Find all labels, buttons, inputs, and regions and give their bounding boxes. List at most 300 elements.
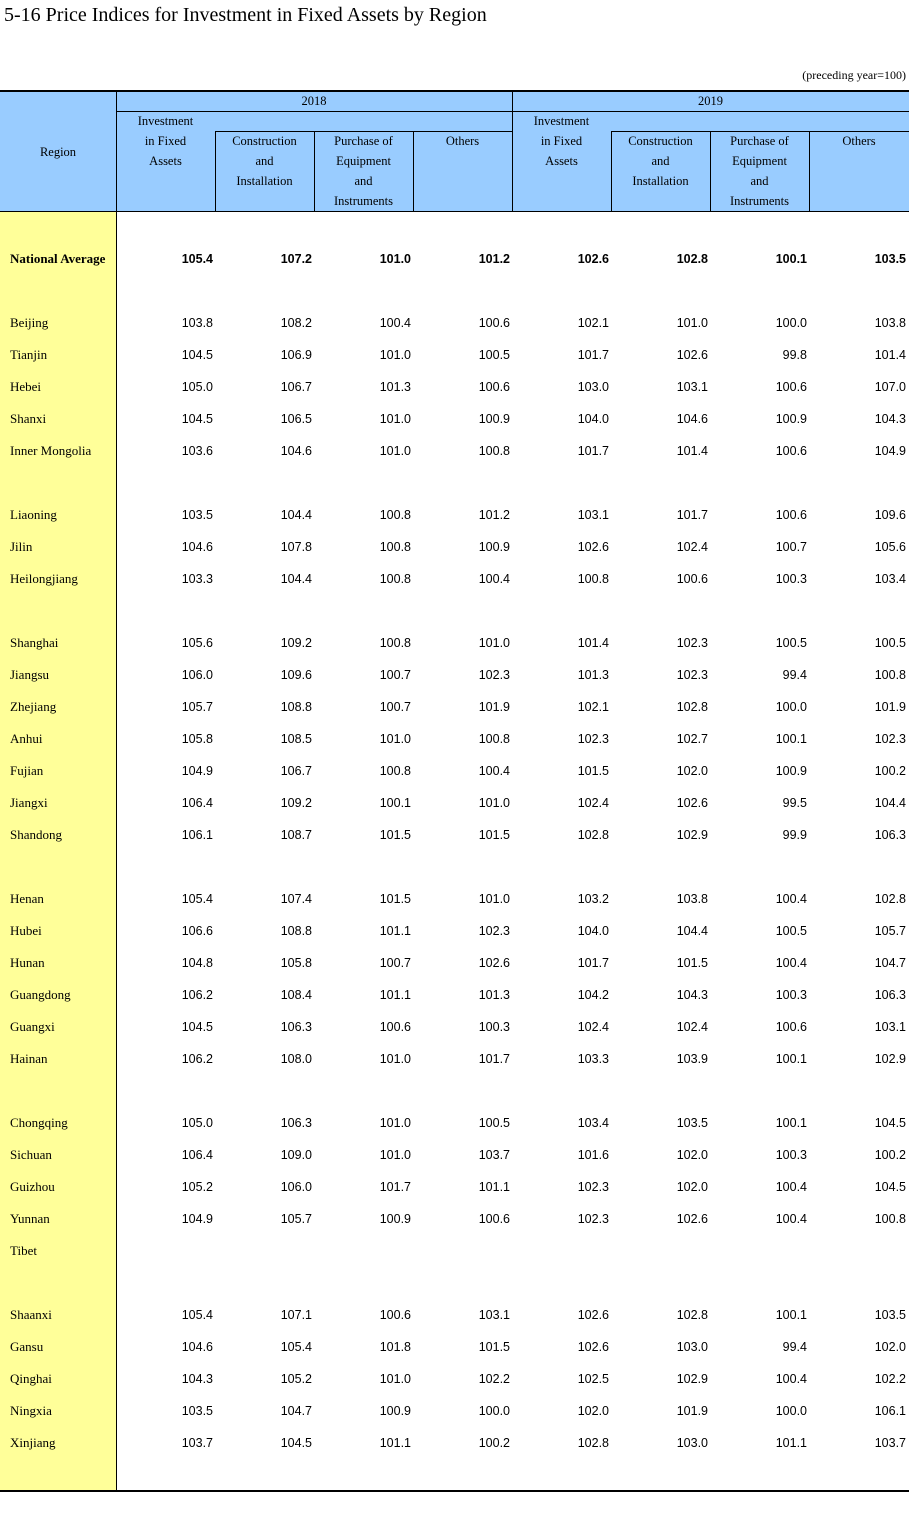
region-name: Zhejiang [10,699,57,714]
value-cell: 100.9 [379,1404,411,1418]
value-cell: 101.9 [478,700,510,714]
value-cell: 101.7 [577,348,609,362]
value-cell: 102.8 [577,1436,609,1450]
value-cell: 100.9 [478,412,510,426]
value-cell: 104.6 [280,444,312,458]
value-cell: 103.4 [577,1116,609,1130]
value-cell: 101.1 [379,924,411,938]
column-header-line: Assets [545,154,578,168]
value-cell: 101.0 [478,892,510,906]
value-cell: 102.6 [676,796,708,810]
value-cell: 100.4 [775,892,807,906]
region-name: Henan [10,891,44,906]
value-cell: 103.5 [874,1308,906,1322]
top-rule [0,90,909,92]
value-cell: 101.7 [379,1180,411,1194]
value-cell: 108.5 [280,732,312,746]
value-cell: 103.4 [874,572,906,586]
value-cell: 104.3 [181,1372,213,1386]
column-header-line: Purchase of [334,134,393,148]
value-cell: 100.7 [379,700,411,714]
value-cell: 106.1 [181,828,213,842]
value-cell: 102.7 [676,732,708,746]
value-cell: 103.0 [676,1436,708,1450]
column-header-line: in Fixed [144,134,187,148]
value-cell: 107.8 [280,540,312,554]
col-divider-2018-c [413,131,414,212]
column-header-line: and [651,154,670,168]
value-cell: 106.3 [874,828,906,842]
column-header-line: Construction [628,134,693,148]
value-cell: 101.3 [379,380,411,394]
value-cell: 104.4 [280,508,312,522]
value-cell: 100.6 [478,316,510,330]
region-name: National Average [10,251,106,266]
value-cell: 104.6 [676,412,708,426]
value-cell: 105.7 [874,924,906,938]
value-cell: 102.4 [577,1020,609,1034]
region-name: Guangdong [10,987,71,1002]
value-cell: 101.5 [478,828,510,842]
value-cell: 104.0 [577,412,609,426]
value-cell: 100.8 [379,540,411,554]
value-cell: 105.8 [280,956,312,970]
value-cell: 106.7 [280,764,312,778]
region-name: Liaoning [10,507,57,522]
value-cell: 101.3 [478,988,510,1002]
value-cell: 102.0 [577,1404,609,1418]
value-cell: 102.8 [577,828,609,842]
value-cell: 102.4 [676,1020,708,1034]
value-cell: 102.6 [676,348,708,362]
region-name: Tibet [10,1243,37,1258]
value-cell: 106.2 [181,1052,213,1066]
value-cell: 100.0 [775,1404,807,1418]
region-name: Heilongjiang [10,571,78,586]
value-cell: 102.0 [676,764,708,778]
value-cell: 102.3 [478,924,510,938]
value-cell: 101.1 [379,1436,411,1450]
value-cell: 99.4 [782,668,807,682]
region-name: Guizhou [10,1179,55,1194]
value-cell: 103.0 [676,1340,708,1354]
value-cell: 100.8 [478,444,510,458]
value-cell: 102.8 [676,700,708,714]
col-divider-2018-a [215,131,216,212]
value-cell: 102.3 [676,668,708,682]
value-cell: 102.0 [676,1148,708,1162]
value-cell: 105.2 [280,1372,312,1386]
value-cell: 100.1 [775,1116,807,1130]
value-cell: 102.4 [577,796,609,810]
value-cell: 108.0 [280,1052,312,1066]
value-cell: 100.4 [775,1212,807,1226]
value-cell: 100.7 [379,956,411,970]
value-cell: 105.0 [181,380,213,394]
value-cell: 109.6 [874,508,906,522]
value-cell: 100.9 [775,412,807,426]
value-cell: 101.9 [676,1404,708,1418]
value-cell: 101.5 [478,1340,510,1354]
subheader-rule-2018 [215,131,512,132]
col-divider-2019-c [809,131,810,212]
column-header-line: Others [445,134,480,148]
value-cell: 103.8 [676,892,708,906]
value-cell: 103.3 [181,572,213,586]
value-cell: 100.8 [874,668,906,682]
col-divider-2018-b [314,131,315,212]
value-cell: 102.6 [478,956,510,970]
value-cell: 100.6 [775,380,807,394]
value-cell: 101.5 [379,828,411,842]
value-cell: 100.8 [379,572,411,586]
value-cell: 100.9 [478,540,510,554]
value-cell: 104.3 [874,412,906,426]
value-cell: 106.5 [280,412,312,426]
value-cell: 102.6 [577,252,609,266]
value-cell: 102.1 [577,700,609,714]
value-cell: 108.7 [280,828,312,842]
value-cell: 100.6 [379,1308,411,1322]
value-cell: 100.3 [478,1020,510,1034]
value-cell: 101.1 [478,1180,510,1194]
value-cell: 101.7 [478,1052,510,1066]
column-header-line: Construction [232,134,297,148]
value-cell: 104.3 [676,988,708,1002]
value-cell: 103.1 [676,380,708,394]
value-cell: 101.2 [478,252,510,266]
region-name: Shandong [10,827,62,842]
value-cell: 100.8 [379,636,411,650]
value-cell: 101.0 [379,252,411,266]
value-cell: 100.5 [478,1116,510,1130]
value-cell: 108.2 [280,316,312,330]
region-name: Chongqing [10,1115,68,1130]
column-header-line: Investment [137,114,194,128]
region-divider [116,91,117,1491]
region-name: Jilin [10,539,33,554]
region-name: Shanxi [10,411,47,426]
value-cell: 101.9 [874,700,906,714]
value-cell: 100.0 [775,700,807,714]
value-cell: 107.2 [280,252,312,266]
value-cell: 100.1 [775,1052,807,1066]
value-cell: 106.6 [181,924,213,938]
value-cell: 102.5 [577,1372,609,1386]
value-cell: 106.0 [280,1180,312,1194]
value-cell: 100.5 [775,924,807,938]
value-cell: 106.3 [280,1116,312,1130]
value-cell: 100.9 [775,764,807,778]
value-cell: 104.8 [181,956,213,970]
value-cell: 102.6 [577,1308,609,1322]
value-cell: 106.0 [181,668,213,682]
value-cell: 100.9 [379,1212,411,1226]
value-cell: 100.4 [379,316,411,330]
value-cell: 104.2 [577,988,609,1002]
column-header-line: and [255,154,274,168]
column-header-line: Installation [236,174,293,188]
value-cell: 100.4 [775,1372,807,1386]
region-name: Yunnan [10,1211,50,1226]
value-cell: 100.6 [775,1020,807,1034]
value-cell: 102.1 [577,316,609,330]
region-name: Gansu [10,1339,44,1354]
value-cell: 100.8 [478,732,510,746]
value-cell: 102.3 [577,732,609,746]
value-cell: 101.0 [379,1116,411,1130]
header-bottom-rule [0,211,909,212]
value-cell: 105.4 [181,1308,213,1322]
value-cell: 104.4 [676,924,708,938]
value-cell: 102.3 [478,668,510,682]
column-header-line: Investment [533,114,590,128]
value-cell: 102.6 [577,1340,609,1354]
value-cell: 103.7 [181,1436,213,1450]
value-cell: 100.3 [775,572,807,586]
value-cell: 100.2 [478,1436,510,1450]
value-cell: 103.8 [181,316,213,330]
value-cell: 101.0 [676,316,708,330]
value-cell: 106.2 [181,988,213,1002]
region-name: Hubei [10,923,42,938]
value-cell: 100.1 [775,252,807,266]
value-cell: 103.1 [874,1020,906,1034]
value-cell: 103.1 [478,1308,510,1322]
region-name: Guangxi [10,1019,55,1034]
value-cell: 101.1 [379,988,411,1002]
value-cell: 99.4 [782,1340,807,1354]
value-cell: 102.3 [577,1212,609,1226]
value-cell: 109.6 [280,668,312,682]
value-cell: 101.4 [676,444,708,458]
value-cell: 101.0 [379,1052,411,1066]
column-header-line: Equipment [732,154,787,168]
value-cell: 109.2 [280,636,312,650]
value-cell: 100.8 [577,572,609,586]
value-cell: 100.3 [775,1148,807,1162]
value-cell: 102.9 [676,1372,708,1386]
value-cell: 109.2 [280,796,312,810]
value-cell: 103.5 [181,1404,213,1418]
value-cell: 99.9 [782,828,807,842]
value-cell: 104.0 [577,924,609,938]
value-cell: 101.4 [874,348,906,362]
value-cell: 105.7 [280,1212,312,1226]
value-cell: 108.8 [280,700,312,714]
value-cell: 100.8 [379,508,411,522]
value-cell: 100.5 [775,636,807,650]
value-cell: 100.2 [874,764,906,778]
value-cell: 101.3 [577,668,609,682]
value-cell: 102.4 [676,540,708,554]
value-cell: 104.5 [874,1116,906,1130]
value-cell: 101.7 [676,508,708,522]
value-cell: 101.4 [577,636,609,650]
value-cell: 108.8 [280,924,312,938]
value-cell: 100.0 [478,1404,510,1418]
value-cell: 101.0 [478,796,510,810]
column-header-line: Purchase of [730,134,789,148]
value-cell: 105.2 [181,1180,213,1194]
value-cell: 105.7 [181,700,213,714]
value-cell: 102.6 [577,540,609,554]
value-cell: 100.4 [775,1180,807,1194]
value-cell: 100.6 [775,444,807,458]
value-cell: 105.4 [181,892,213,906]
value-cell: 101.7 [577,956,609,970]
region-name: Shanghai [10,635,59,650]
value-cell: 104.7 [874,956,906,970]
value-cell: 104.7 [280,1404,312,1418]
column-header-line: Equipment [336,154,391,168]
value-cell: 100.1 [775,732,807,746]
col-divider-2019-b [710,131,711,212]
value-cell: 101.8 [379,1340,411,1354]
value-cell: 100.2 [874,1148,906,1162]
value-cell: 104.4 [874,796,906,810]
value-cell: 104.6 [181,540,213,554]
value-cell: 105.4 [181,252,213,266]
region-name: Inner Mongolia [10,443,92,458]
column-header-line: Others [842,134,876,148]
value-cell: 104.5 [181,1020,213,1034]
value-cell: 100.5 [478,348,510,362]
value-cell: 104.9 [874,444,906,458]
value-cell: 104.4 [280,572,312,586]
value-cell: 101.0 [478,636,510,650]
column-header-line: in Fixed [540,134,583,148]
value-cell: 102.3 [874,732,906,746]
value-cell: 107.0 [874,380,906,394]
value-cell: 106.7 [280,380,312,394]
value-cell: 103.9 [676,1052,708,1066]
value-cell: 103.7 [478,1148,510,1162]
region-name: Ningxia [10,1403,52,1418]
value-cell: 104.6 [181,1340,213,1354]
value-cell: 103.1 [577,508,609,522]
value-cell: 100.6 [775,508,807,522]
value-cell: 102.8 [676,252,708,266]
value-cell: 103.0 [577,380,609,394]
value-cell: 102.3 [676,636,708,650]
value-cell: 103.8 [874,316,906,330]
value-cell: 99.5 [782,796,807,810]
value-cell: 102.0 [874,1340,906,1354]
value-cell: 102.3 [577,1180,609,1194]
value-cell: 101.0 [379,1372,411,1386]
value-cell: 102.2 [874,1372,906,1386]
year-divider [512,91,513,212]
year-header-2018: 2018 [301,94,327,108]
value-cell: 107.1 [280,1308,312,1322]
value-cell: 106.4 [181,796,213,810]
value-cell: 102.8 [676,1308,708,1322]
value-cell: 106.1 [874,1404,906,1418]
region-name: Shaanxi [10,1307,52,1322]
value-cell: 100.1 [379,796,411,810]
value-cell: 105.6 [181,636,213,650]
column-header-line: Instruments [729,194,790,208]
value-cell: 106.4 [181,1148,213,1162]
region-name: Hebei [10,379,42,394]
value-cell: 100.1 [775,1308,807,1322]
bottom-rule [0,1490,909,1492]
region-name: Fujian [10,763,44,778]
region-name: Anhui [10,731,43,746]
value-cell: 100.6 [478,1212,510,1226]
value-cell: 103.3 [577,1052,609,1066]
value-cell: 101.5 [577,764,609,778]
region-column-background [0,212,116,1491]
value-cell: 102.6 [676,1212,708,1226]
value-cell: 109.0 [280,1148,312,1162]
region-name: Tianjin [10,347,48,362]
value-cell: 101.6 [577,1148,609,1162]
value-cell: 105.6 [874,540,906,554]
value-cell: 103.7 [874,1436,906,1450]
value-cell: 100.5 [874,636,906,650]
value-cell: 102.9 [874,1052,906,1066]
value-cell: 100.6 [379,1020,411,1034]
value-cell: 103.5 [181,508,213,522]
value-cell: 100.4 [478,764,510,778]
value-cell: 105.4 [280,1340,312,1354]
value-cell: 101.5 [676,956,708,970]
region-name: Xinjiang [10,1435,56,1450]
value-cell: 100.6 [478,380,510,394]
value-cell: 100.8 [874,1212,906,1226]
value-cell: 104.5 [280,1436,312,1450]
year-header-2019: 2019 [698,94,723,108]
value-cell: 100.8 [379,764,411,778]
value-cell: 106.3 [280,1020,312,1034]
value-cell: 101.0 [379,1148,411,1162]
value-cell: 103.6 [181,444,213,458]
value-cell: 100.7 [379,668,411,682]
value-cell: 100.6 [676,572,708,586]
value-cell: 103.5 [874,252,906,266]
value-cell: 104.5 [181,412,213,426]
value-cell: 102.0 [676,1180,708,1194]
value-cell: 103.5 [676,1116,708,1130]
column-header-line: and [354,174,373,188]
value-cell: 104.9 [181,764,213,778]
value-cell: 99.8 [782,348,807,362]
column-header-line: Instruments [333,194,394,208]
subheader-rule-2019 [611,131,909,132]
value-cell: 106.3 [874,988,906,1002]
value-cell: 106.9 [280,348,312,362]
region-name: Hainan [10,1051,48,1066]
value-cell: 101.7 [577,444,609,458]
value-cell: 100.4 [478,572,510,586]
unit-note: (preceding year=100) [802,68,906,82]
value-cell: 102.9 [676,828,708,842]
value-cell: 101.1 [775,1436,807,1450]
value-cell: 108.4 [280,988,312,1002]
region-name: Sichuan [10,1147,52,1162]
value-cell: 101.2 [478,508,510,522]
value-cell: 101.0 [379,348,411,362]
column-header-line: Assets [149,154,182,168]
value-cell: 104.5 [181,348,213,362]
column-header-line: Installation [632,174,689,188]
value-cell: 101.0 [379,412,411,426]
value-cell: 103.2 [577,892,609,906]
region-name: Hunan [10,955,45,970]
col-divider-2019-a [611,131,612,212]
